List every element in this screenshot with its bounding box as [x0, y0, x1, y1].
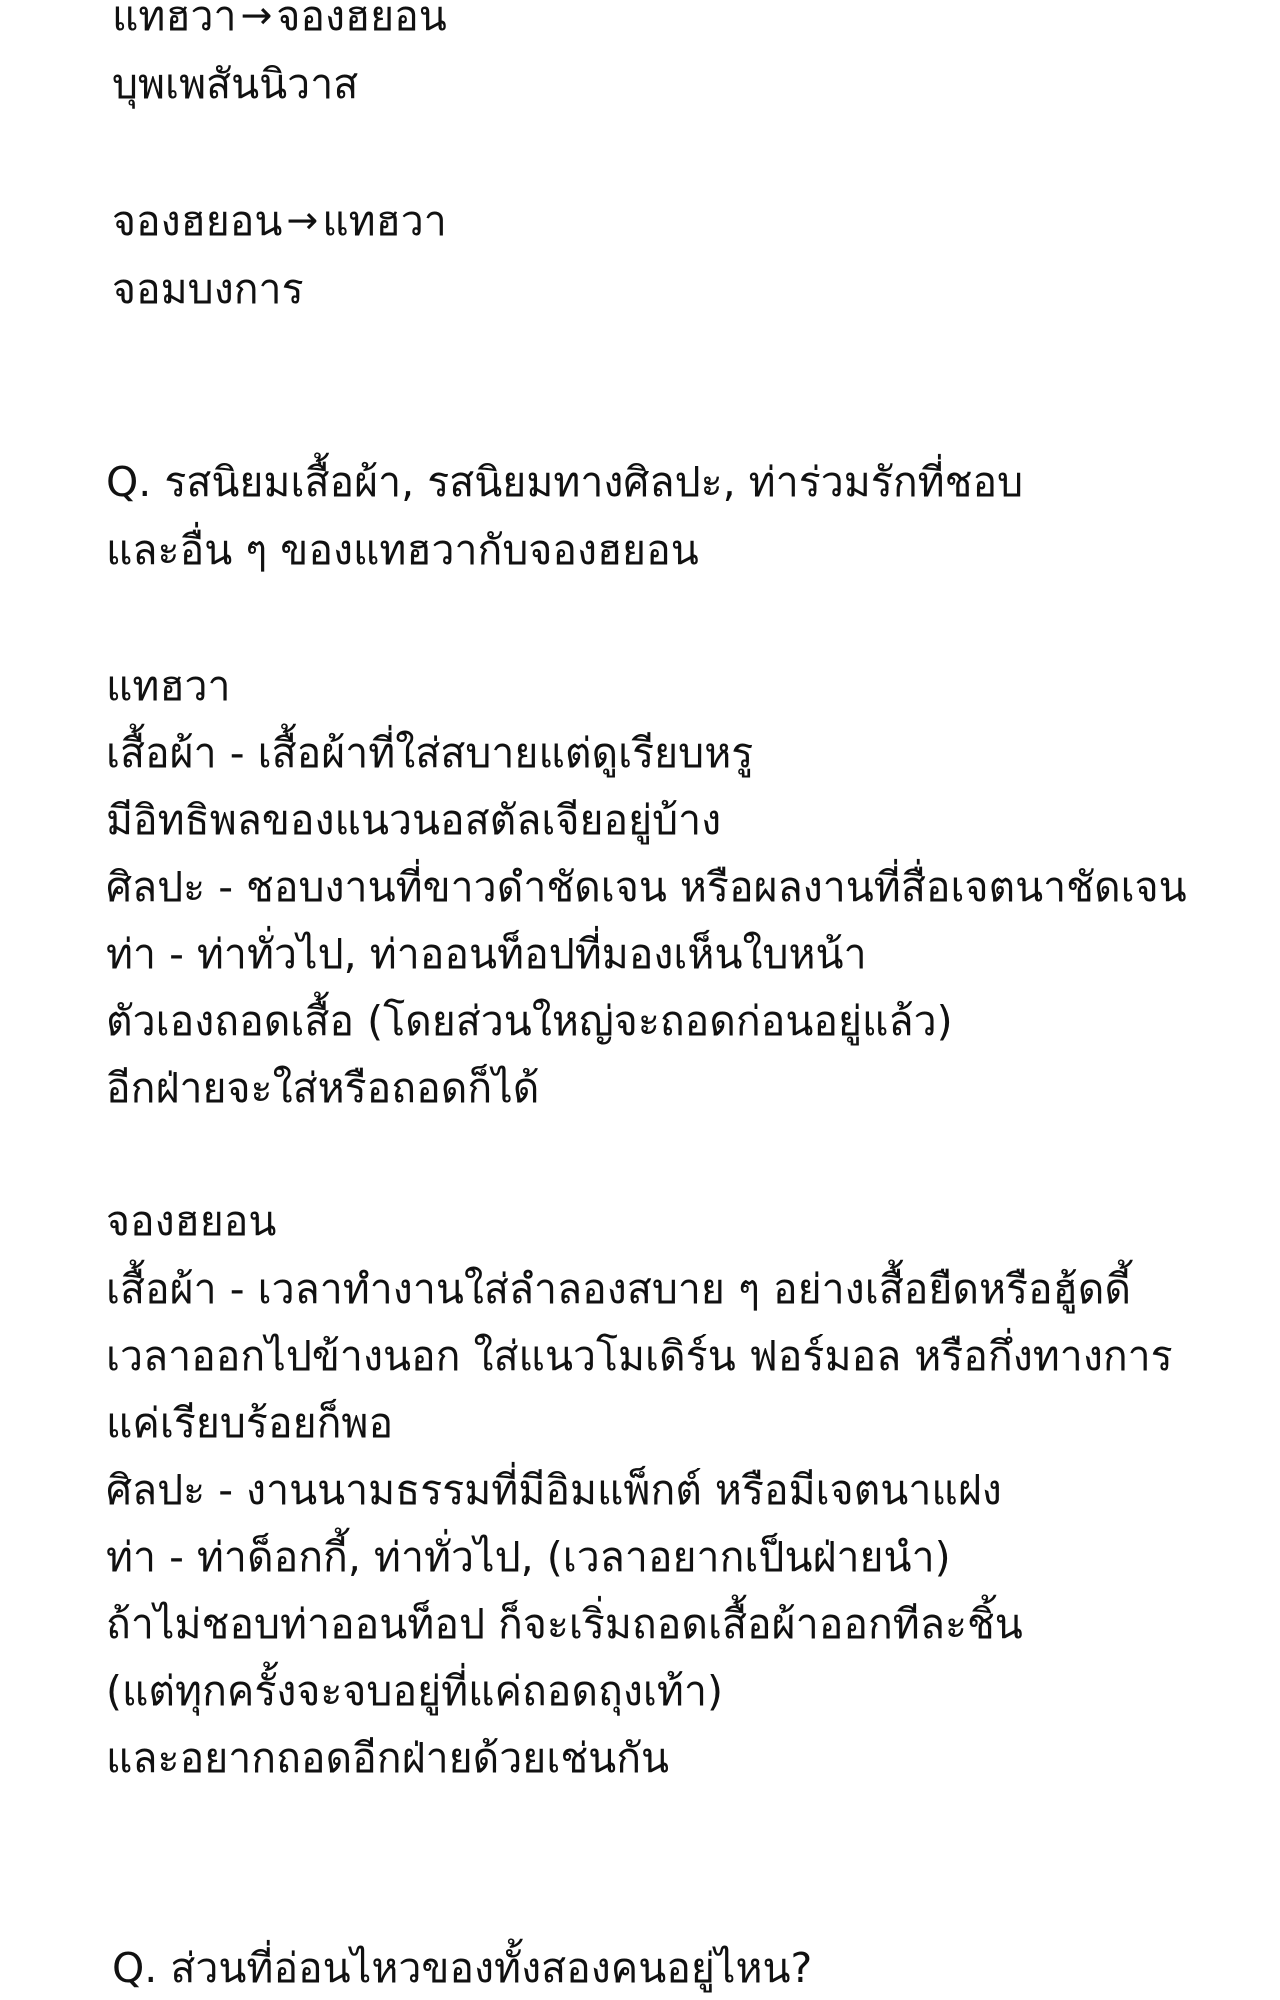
section-heading-junghyun: จองฮยอน [106, 1197, 277, 1245]
relation-description-1: บุพเพสันนิวาส [112, 60, 359, 108]
taehwa-line: อีกฝ่ายจะใส่หรือถอดก็ได้ [106, 1064, 540, 1112]
section-heading-taehwa: แทฮวา [106, 662, 231, 710]
question-1-line-1: Q. รสนิยมเสื้อผ้า, รสนิยมทางศิลปะ, ท่าร่วมรักที่ชอบ [106, 458, 1024, 506]
name-taehwa: แทฮวา [322, 197, 447, 245]
question-1-line-2: และอื่น ๆ ของแทฮวากับจองฮยอน [106, 526, 699, 574]
name-taehwa: แทฮวา [112, 0, 237, 40]
junghyun-line: ท่า - ท่าด็อกกี้, ท่าทั่วไป, (เวลาอยากเป็นฝ่ายนำ) [106, 1533, 951, 1581]
relation-line-junghyun-to-taehwa [112, 191, 447, 251]
taehwa-line: มีอิทธิพลของแนวนอสตัลเจียอยู่บ้าง [106, 796, 722, 844]
relation-line-taehwa-to-junghyun [112, 0, 447, 46]
taehwa-line: ศิลปะ - ชอบงานที่ขาวดำชัดเจน หรือผลงานที่สื่อเจตนาชัดเจน [106, 863, 1187, 911]
relation-description-2: จอมบงการ [112, 265, 304, 313]
arrow-right-icon: → [240, 0, 273, 37]
taehwa-line: เสื้อผ้า - เสื้อผ้าที่ใส่สบายแต่ดูเรียบหรู [106, 729, 754, 777]
name-junghyun: จองฮยอน [276, 0, 447, 40]
junghyun-line: ศิลปะ - งานนามธรรมที่มีอิมแพ็กต์ หรือมีเจตนาแฝง [106, 1466, 1002, 1514]
arrow-right-icon: → [286, 198, 319, 242]
taehwa-line: ตัวเองถอดเสื้อ (โดยส่วนใหญ่จะถอดก่อนอยู่แล้ว) [106, 997, 953, 1045]
junghyun-line: และอยากถอดอีกฝ่ายด้วยเช่นกัน [106, 1734, 670, 1782]
junghyun-line: แค่เรียบร้อยก็พอ [106, 1399, 394, 1447]
junghyun-line: (แต่ทุกครั้งจะจบอยู่ที่แค่ถอดถุงเท้า) [106, 1667, 723, 1715]
junghyun-line: เสื้อผ้า - เวลาทำงานใส่ลำลองสบาย ๆ อย่างเสื้อยืดหรือฮู้ดดี้ [106, 1265, 1131, 1313]
taehwa-line: ท่า - ท่าทั่วไป, ท่าออนท็อปที่มองเห็นใบหน้า [106, 930, 867, 978]
name-junghyun: จองฮยอน [112, 197, 283, 245]
question-2: Q. ส่วนที่อ่อนไหวของทั้งสองคนอยู่ไหน? [112, 1944, 813, 1992]
junghyun-line: เวลาออกไปข้างนอก ใส่แนวโมเดิร์น ฟอร์มอล หรือกึ่งทางการ [106, 1332, 1173, 1380]
junghyun-line: ถ้าไม่ชอบท่าออนท็อป ก็จะเริ่มถอดเสื้อผ้าออกทีละชิ้น [106, 1600, 1023, 1648]
